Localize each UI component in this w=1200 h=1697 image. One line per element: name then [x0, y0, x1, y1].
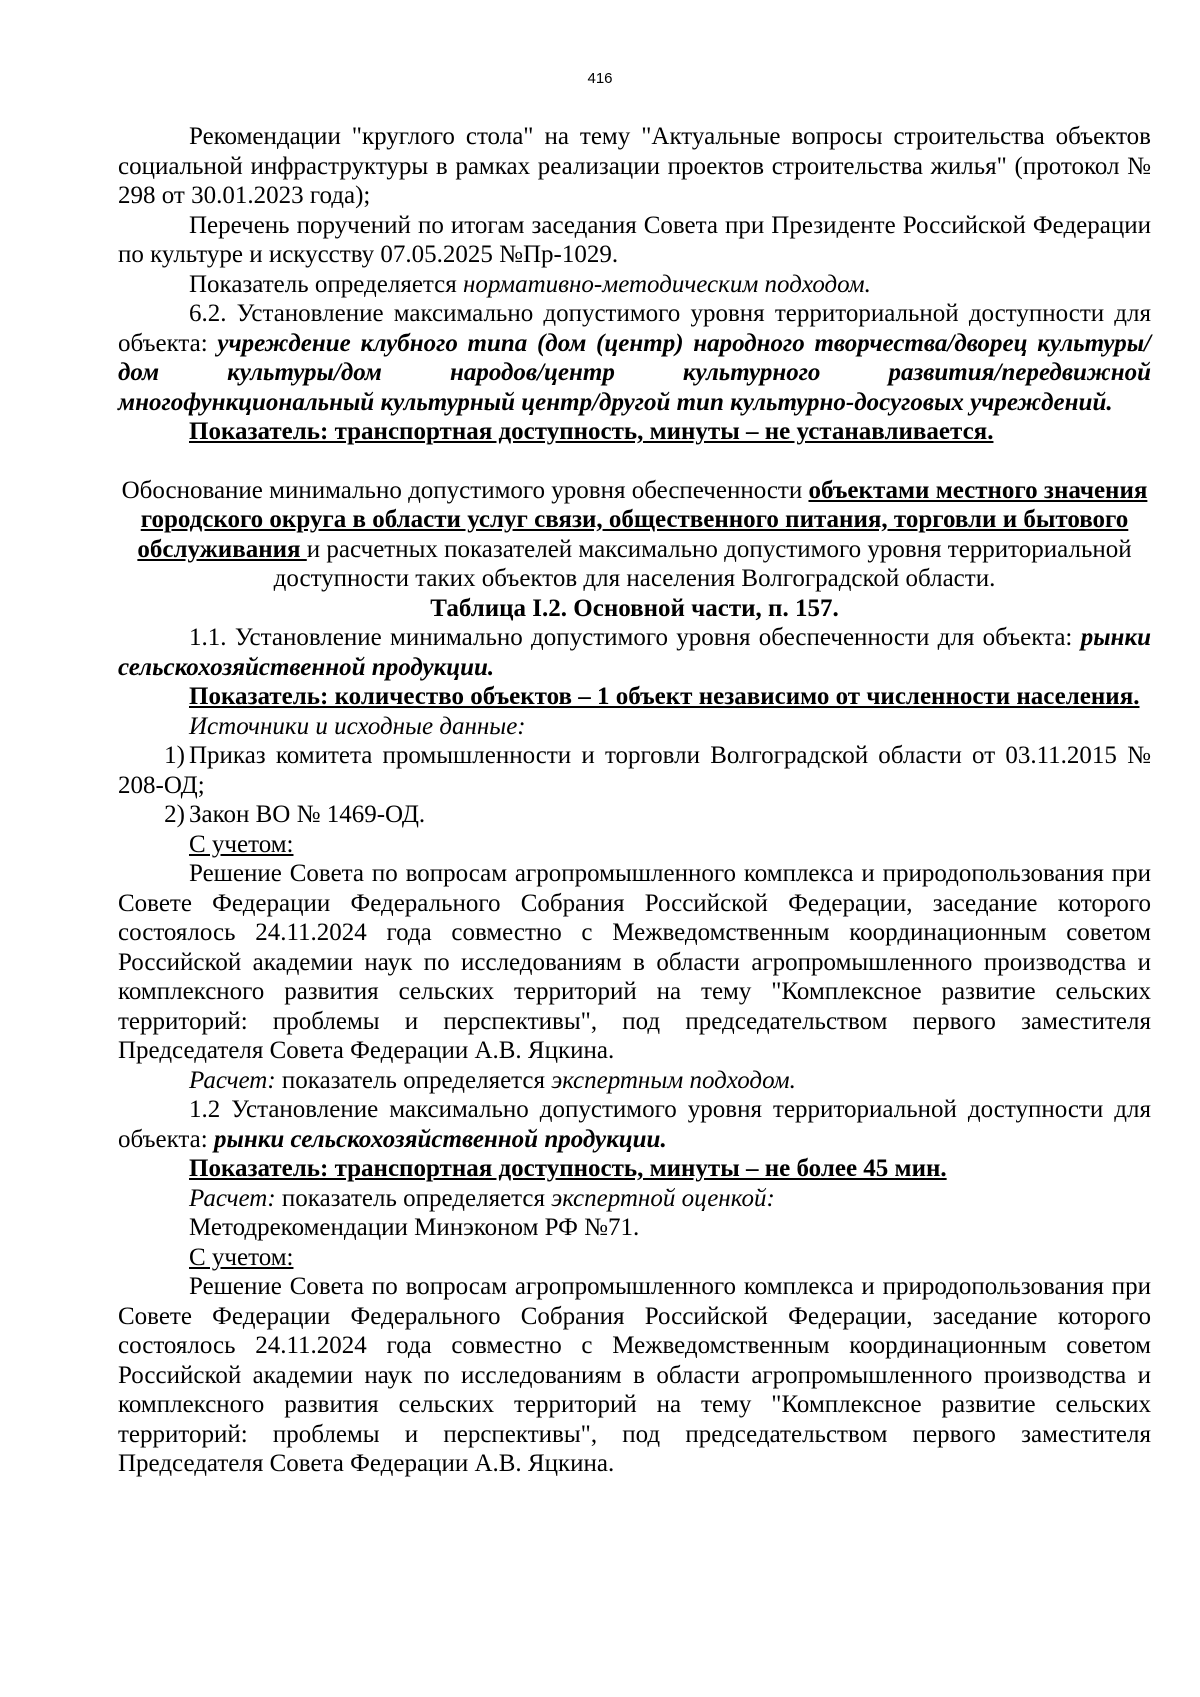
considering-heading-2 [118, 1243, 1151, 1273]
section-heading [118, 476, 1151, 594]
considering-label-1: С учетом: [189, 830, 294, 858]
calculation-mid-2: показатель определяется [275, 1184, 552, 1212]
heading-tail: и расчетных показателей максимально допустимого уровня территориальной доступности таких объектов для населения Волгоградской области. [273, 535, 1132, 592]
section-1-1-object: рынки сельскохозяйственной продукции. [118, 624, 1151, 681]
indicator-transport-45: Показатель: транспортная доступность, минуты – не более 45 мин. [189, 1155, 947, 1182]
table-reference: Таблица I.2. Основной части, п. 157. [430, 594, 839, 622]
calculation-label-1: Расчет: [189, 1066, 276, 1094]
calculation-italic-2: экспертной оценкой: [551, 1184, 775, 1212]
paragraph-council-decision-2: Решение Совета по вопросам агропромышленного комплекса и природопользования при Совете Федерации Федерального Собрания Российской Федерации, заседание которого состоялось 24.11.2024 года совместно с Межведомственным координационным советом Российской академии наук по исследованиям в области агропромышленного производства и комплексного развития сельских территорий на тему "Комплексное развитие сельских территорий: проблемы и перспективы", под председательством первого заместителя Председателя Совета Федерации А.В. Яцкина. [118, 1273, 1151, 1477]
paragraph-6-2 [118, 299, 1151, 417]
indicator-object-count: Показатель: количество объектов – 1 объект независимо от численности населения. [189, 683, 1140, 710]
heading-lead: Обоснование минимально допустимого уровня обеспеченности [121, 476, 809, 504]
paragraph-calculation-2 [118, 1184, 1151, 1214]
paragraph-council-decision-1: Решение Совета по вопросам агропромышленного комплекса и природопользования при Совете Федерации Федерального Собрания Российской Федерации, заседание которого состоялось 24.11.2024 года совместно с Межведомственным координационным советом Российской академии наук по исследованиям в области агропромышленного производства и комплексного развития сельских территорий на тему "Комплексное развитие сельских территорий: проблемы и перспективы", под председательством первого заместителя Председателя Совета Федерации А.В. Яцкина. [118, 860, 1151, 1064]
list-item-2-text: Закон ВО № 1469-ОД. [189, 801, 426, 828]
list-item-2 [118, 800, 1151, 830]
page-number: 416 [587, 70, 613, 87]
paragraph-1-2 [118, 1095, 1151, 1154]
paragraph-method [118, 270, 1151, 300]
calculation-label-2: Расчет: [189, 1184, 276, 1212]
paragraph-calculation-1 [118, 1066, 1151, 1096]
heading-bold-underlined: объектами местного значения городского округа в области услуг связи, общественного питания, торговли и бытового обслуживания [137, 476, 1148, 563]
calculation-mid-1: показатель определяется [275, 1066, 552, 1094]
section-6-2-lead: 6.2. Установление максимально допустимого уровня территориальной доступности для объекта: [118, 300, 1151, 357]
document-body [118, 122, 1151, 1479]
section-1-1-lead: 1.1. Установление минимально допустимого уровня обеспеченности для объекта: [189, 624, 1081, 651]
calculation-italic-1: экспертным подходом. [551, 1066, 796, 1094]
list-item-2-number: 2) [164, 801, 185, 828]
paragraph-method-recommendations: Методрекомендации Минэконом РФ №71. [189, 1214, 640, 1241]
list-item-1-text: Приказ комитета промышленности и торговли Волгоградской области от 03.11.2015 № 208-ОД; [118, 742, 1151, 799]
considering-heading-1 [118, 830, 1151, 860]
section-1-2-object: рынки сельскохозяйственной продукции. [213, 1125, 667, 1153]
paragraph-1-1 [118, 623, 1151, 682]
section-1-2-lead: 1.2 Установление максимально допустимого уровня территориальной доступности для объекта: [118, 1096, 1151, 1153]
indicator-transport-not-set: Показатель: транспортная доступность, минуты – не устанавливается. [189, 418, 994, 445]
spacer [118, 447, 1151, 476]
list-item-1 [118, 741, 1151, 800]
method-italic: нормативно-методическим подходом. [463, 270, 871, 298]
paragraph-president-council: Перечень поручений по итогам заседания Совета при Президенте Российской Федерации по культуре и искусству 07.05.2025 №Пр-1029. [118, 211, 1151, 268]
considering-label-2: С учетом: [189, 1243, 294, 1271]
method-lead: Показатель определяется [189, 270, 463, 298]
section-6-2-object: учреждение клубного типа (дом (центр) народного творчества/дворец культуры/дом культуры/дом народов/центр культурного развития/передвижной многофункциональный культурный центр/другой тип культурно-досуговых учреждений. [118, 329, 1151, 416]
sources-heading: Источники и исходные данные: [189, 712, 526, 740]
paragraph-round-table: Рекомендации "круглого стола" на тему "Актуальные вопросы строительства объектов социальной инфраструктуры в рамках реализации проектов строительства жилья" (протокол № 298 от 30.01.2023 года); [118, 123, 1151, 209]
list-item-1-number: 1) [164, 742, 185, 769]
